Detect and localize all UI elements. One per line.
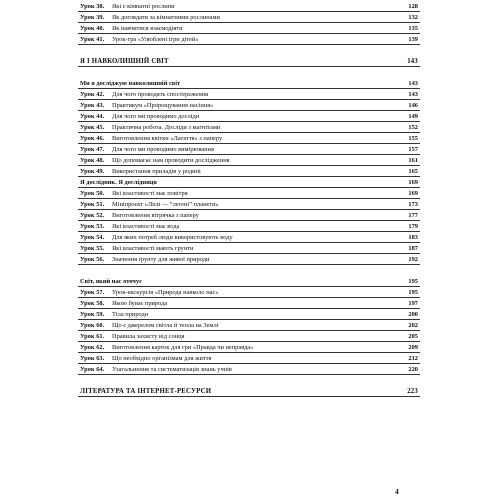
toc-lesson-row [78, 287, 420, 298]
toc-page-number: 192 [408, 256, 418, 263]
lesson-title: Значення ґрунту для живої природи [112, 256, 210, 263]
toc-lesson-row [78, 111, 420, 122]
lesson-title: Для чого проводять спостереження [112, 91, 209, 98]
toc-page-number: 212 [408, 355, 418, 362]
toc-page-number: 179 [408, 223, 418, 230]
toc-page-number: 169 [408, 179, 418, 186]
lesson-number: Урок 62. [80, 344, 105, 351]
toc-lesson-row [78, 232, 420, 243]
toc-page-number: 173 [408, 201, 418, 208]
toc-page-number: 143 [407, 58, 418, 65]
toc-lesson-row [78, 34, 420, 45]
toc-spacer [78, 265, 420, 276]
toc-page-number: 165 [408, 168, 418, 175]
toc-lesson-row [78, 298, 420, 309]
toc-lesson-row [78, 133, 420, 144]
lesson-number: Урок 48. [80, 157, 105, 164]
lesson-number: Урок 52. [80, 212, 105, 219]
toc-page-number: 143 [408, 80, 418, 87]
lesson-title: Урок-гра «Улюблені ігри дітей» [112, 36, 199, 43]
table-of-contents [78, 0, 420, 397]
lesson-title: Практикум «Пророщування насіння» [112, 102, 214, 109]
section-title: Я дослідник. Я дослідниця [80, 179, 157, 186]
toc-page-number: 152 [408, 124, 418, 131]
lesson-title: Тіла природи [112, 311, 149, 318]
lesson-number: Урок 60. [80, 322, 105, 329]
lesson-title: Практична робота. Досліди з магнітами [112, 124, 221, 131]
section-title: Ми я досліджую навколишній світ [80, 80, 181, 87]
toc-page-number: 209 [408, 344, 418, 351]
toc-page-number: 197 [408, 300, 418, 307]
lesson-title: Які є кімнатні рослини [112, 3, 175, 10]
lesson-number: Урок 49. [80, 168, 105, 175]
toc-lesson-row [78, 221, 420, 232]
lesson-number: Урок 63. [80, 355, 105, 362]
lesson-number: Урок 61. [80, 333, 105, 340]
lesson-number: Урок 42. [80, 91, 105, 98]
toc-page-number: 146 [408, 102, 418, 109]
toc-lesson-row [78, 210, 420, 221]
toc-lesson-row [78, 144, 420, 155]
lesson-number: Урок 57. [80, 289, 105, 296]
toc-spacer [78, 375, 420, 386]
toc-page-number: 135 [408, 25, 418, 32]
lesson-number: Урок 46. [80, 135, 105, 142]
lesson-number: Урок 54. [80, 234, 105, 241]
lesson-title: Які властивості має вода [112, 223, 180, 230]
toc-lesson-row [78, 320, 420, 331]
lesson-number: Урок 41. [80, 36, 105, 43]
toc-page-number: 139 [408, 36, 418, 43]
lesson-title: Урок-екскурсія «Природа навколо нас» [112, 289, 219, 296]
part-title: ЛІТЕРАТУРА ТА ІНТЕРНЕТ-РЕСУРСИ [80, 388, 212, 395]
lesson-title: Для яких потреб люди використовують воду [112, 234, 233, 241]
lesson-number: Урок 44. [80, 113, 105, 120]
toc-lesson-row [78, 23, 420, 34]
toc-section-row [78, 276, 420, 287]
lesson-title: Як доглядати за кімнатними рослинами [112, 14, 220, 21]
toc-page-number: 195 [408, 289, 418, 296]
lesson-title: Які властивості мають грунти [112, 245, 194, 252]
lesson-number: Урок 58. [80, 300, 105, 307]
toc-part-row [78, 386, 420, 397]
toc-page-number: 155 [408, 135, 418, 142]
toc-lesson-row [78, 254, 420, 265]
toc-lesson-row [78, 155, 420, 166]
part-title: Я І НАВКОЛИШНІЙ СВІТ [80, 58, 169, 65]
toc-page-number: 128 [408, 3, 418, 10]
toc-page-number: 161 [408, 157, 418, 164]
lesson-title: Правила захисту від сонця [112, 333, 185, 340]
lesson-title: Для чого ми проводимо вимірювання [112, 146, 214, 153]
toc-page-number: 177 [408, 212, 418, 219]
toc-page-number: 202 [408, 322, 418, 329]
toc-page-number: 195 [408, 278, 418, 285]
lesson-title: Виготовлення квітки «Латаття» з паперу [112, 135, 223, 142]
toc-lesson-row [78, 1, 420, 12]
toc-lesson-row [78, 353, 420, 364]
toc-lesson-row [78, 89, 420, 100]
toc-section-row [78, 78, 420, 89]
toc-page-number: 169 [408, 190, 418, 197]
toc-page-number: 200 [408, 311, 418, 318]
toc-lesson-row [78, 309, 420, 320]
lesson-number: Урок 39. [80, 14, 105, 21]
toc-lesson-row [78, 331, 420, 342]
lesson-title: Виготовлення карток для гри «Правда чи неправда» [112, 344, 254, 351]
lesson-number: Урок 55. [80, 245, 105, 252]
toc-spacer [78, 45, 420, 56]
toc-part-row [78, 56, 420, 67]
toc-page-number: 205 [408, 333, 418, 340]
lesson-number: Урок 40. [80, 25, 105, 32]
lesson-number: Урок 64. [80, 366, 105, 373]
lesson-number: Урок 53. [80, 223, 105, 230]
lesson-title: Для чого ми проводимо досліди [112, 113, 200, 120]
toc-page-number: 223 [407, 388, 418, 395]
toc-spacer [78, 67, 420, 78]
toc-lesson-row [78, 166, 420, 177]
lesson-number: Урок 47. [80, 146, 105, 153]
lesson-number: Урок 59. [80, 311, 105, 318]
toc-lesson-row [78, 188, 420, 199]
lesson-number: Урок 51. [80, 201, 105, 208]
page-number: 4 [395, 487, 399, 496]
lesson-title: Мініпроєкт «Ліси — “легені” планети» [112, 201, 219, 208]
lesson-number: Урок 50. [80, 190, 105, 197]
toc-lesson-row [78, 243, 420, 254]
toc-lesson-row [78, 342, 420, 353]
lesson-title: Узагальнення та систематизація знань учнів [112, 366, 232, 373]
toc-page-number: 143 [408, 91, 418, 98]
lesson-title: Що допомагає нам проводити дослідження [112, 157, 230, 164]
lesson-number: Урок 43. [80, 102, 105, 109]
lesson-title: Які властивості має повітря [112, 190, 188, 197]
toc-lesson-row [78, 364, 420, 375]
toc-page-number: 183 [408, 234, 418, 241]
toc-lesson-row [78, 100, 420, 111]
lesson-number: Урок 38. [80, 3, 105, 10]
toc-page-number: 187 [408, 245, 418, 252]
lesson-title: Використання приладів у родині [112, 168, 201, 175]
lesson-title: Виготовлення вітрячка з паперу [112, 212, 199, 219]
toc-page-number: 132 [408, 14, 418, 21]
section-title: Світ, який нас оточує [80, 278, 142, 285]
lesson-title: Як навчитися взаємодіяти [112, 25, 183, 32]
toc-lesson-row [78, 199, 420, 210]
lesson-title: Якою буває природа [112, 300, 168, 307]
lesson-title: Що є джерелом світла й тепла на Землі [112, 322, 219, 329]
toc-lesson-row [78, 12, 420, 23]
toc-page-number: 149 [408, 113, 418, 120]
toc-page-number: 220 [408, 366, 418, 373]
lesson-number: Урок 56. [80, 256, 105, 263]
lesson-number: Урок 45. [80, 124, 105, 131]
lesson-title: Що необхідно організмам для життя [112, 355, 212, 362]
toc-section-row [78, 177, 420, 188]
toc-lesson-row [78, 122, 420, 133]
toc-page-number: 157 [408, 146, 418, 153]
